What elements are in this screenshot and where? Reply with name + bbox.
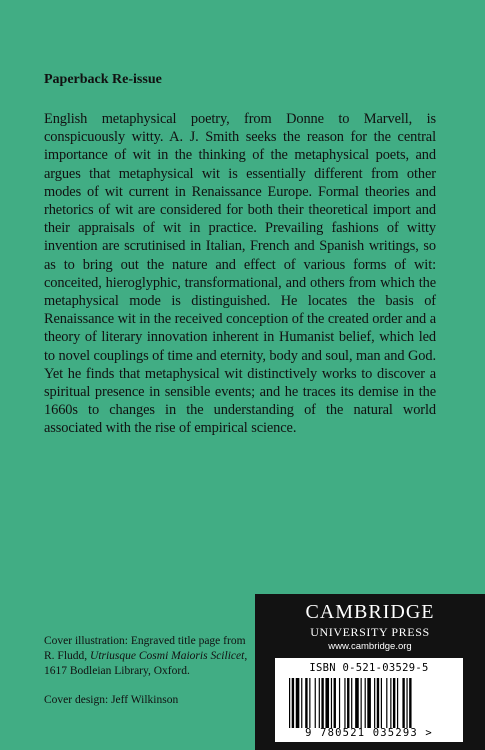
illustration-credit: Cover illustration: Engraved title page from R. Fludd, Utriusque Cosmi Maioris Scilicet, 1617 Bodleian Library, Oxford.: [44, 635, 248, 677]
publisher-box: [255, 594, 485, 750]
publisher-name: CAMBRIDGE: [305, 601, 435, 623]
barcode-digits: 9 780521 035293 >: [305, 727, 433, 739]
heading: Paperback Re-issue: [44, 72, 162, 87]
publisher-url: www.cambridge.org: [328, 641, 412, 652]
publisher-subtitle: UNIVERSITY PRESS: [310, 625, 430, 639]
design-credit: Cover design: Jeff Wilkinson: [44, 694, 179, 706]
barcode: [289, 678, 453, 728]
isbn-panel: [275, 658, 463, 742]
illustration-title: Utriusque Cosmi Maioris Scilicet: [90, 650, 245, 662]
blurb-text: English metaphysical poetry, from Donne to Marvell, is conspicuously witty. A. J. Smith seeks the reason for the central importance of wit in the thinking of the metaphysical poets, and argues that metaphysical wit is essentially different from other modes of wit current in Renaissance Europe. Formal theories and rhetorics of wit are considered for both their theoretical import and their appraisals of wit in practice. Prevailing fashions of witty invention are scrutinised in Italian, French and Spanish writings, so as to bring out the nature and effect of various forms of wit: conceited, hieroglyphic, transformational, and others from which the metaphysical mode is distinguished. He locates the basis of Renaissance wit in the received conception of the created order and a theory of literary innovation inherent in Humanist belief, which led to novel couplings of time and eternity, body and soul, man and God. Yet he finds that metaphysical wit distinctively works to discover a spiritual presence in sensible events; and he traces its demise in the 1660s to changes in the understanding of the natural world associated with the rise of empirical science.: [44, 111, 436, 437]
cover-credits: [44, 634, 254, 708]
isbn-label: ISBN 0-521-03529-5: [309, 662, 429, 674]
